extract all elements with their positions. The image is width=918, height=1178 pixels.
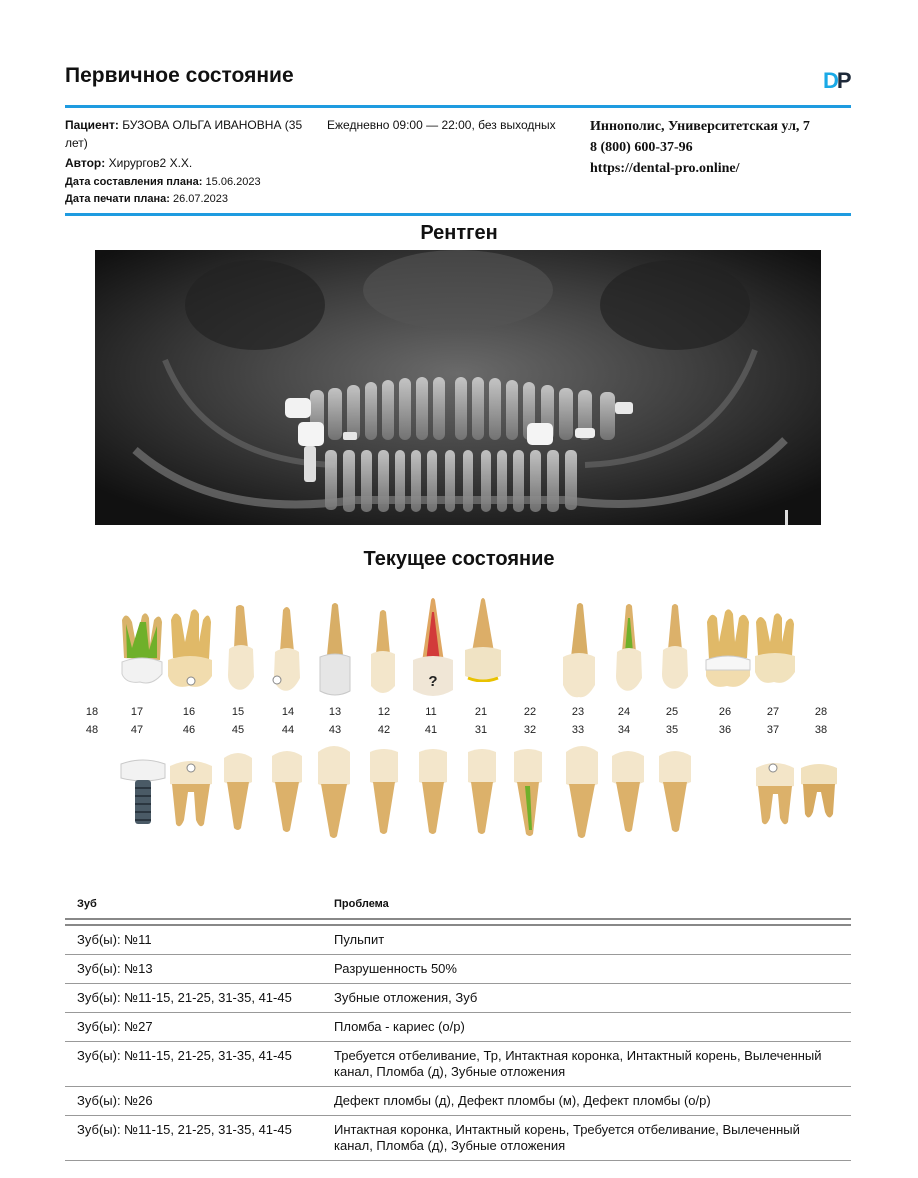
header-divider-top xyxy=(65,105,851,108)
tooth-number-33: 33 xyxy=(571,724,585,736)
problem-cell: Пульпит xyxy=(322,925,851,955)
table-row xyxy=(65,1013,851,1042)
table-row xyxy=(65,1042,851,1087)
tooth-number-36: 36 xyxy=(718,724,732,736)
tooth-number-46: 46 xyxy=(182,724,196,736)
tooth-cell: Зуб(ы): №11 xyxy=(65,925,322,955)
tooth-21-icon[interactable] xyxy=(460,596,506,682)
tooth-46-icon[interactable] xyxy=(166,758,216,830)
tooth-47-icon[interactable] xyxy=(118,758,168,834)
tooth-number-28: 28 xyxy=(814,706,828,718)
tooth-cell: Зуб(ы): №11-15, 21-25, 31-35, 41-45 xyxy=(65,1042,322,1087)
panoramic-xray-image xyxy=(95,250,821,525)
tooth-44-icon[interactable] xyxy=(268,748,306,834)
clinic-address: Иннополис, Университетская ул, 7 xyxy=(590,119,810,134)
tooth-42-icon[interactable] xyxy=(366,746,402,836)
tooth-45-icon[interactable] xyxy=(220,750,256,832)
table-header-row xyxy=(65,890,851,919)
tooth-23-icon[interactable] xyxy=(559,601,599,699)
tooth-number-47: 47 xyxy=(130,724,144,736)
tooth-33-icon[interactable] xyxy=(562,742,602,840)
current-state-title: Текущее состояние xyxy=(363,548,555,570)
tooth-43-icon[interactable] xyxy=(314,742,354,840)
tooth-25-icon[interactable] xyxy=(658,602,692,690)
tooth-cell: Зуб(ы): №11-15, 21-25, 31-35, 41-45 xyxy=(65,1116,322,1161)
tooth-number-13: 13 xyxy=(328,706,342,718)
tooth-13-icon[interactable] xyxy=(316,601,354,697)
tooth-cell: Зуб(ы): №13 xyxy=(65,955,322,984)
tooth-35-icon[interactable] xyxy=(655,748,695,834)
table-row xyxy=(65,1116,851,1161)
tooth-cell: Зуб(ы): №27 xyxy=(65,1013,322,1042)
working-hours: Ежедневно 09:00 — 22:00, без выходных xyxy=(327,118,556,132)
tooth-number-12: 12 xyxy=(377,706,391,718)
tooth-number-35: 35 xyxy=(665,724,679,736)
clinic-phone: 8 (800) 600-37-96 xyxy=(590,140,693,155)
problem-cell: Требуется отбеливание, Тр, Интактная коронка, Интактный корень, Вылеченный канал, Пломба (д), Зубные отложения xyxy=(322,1042,851,1087)
tooth-number-48: 48 xyxy=(85,724,99,736)
tooth-number-26: 26 xyxy=(718,706,732,718)
tooth-number-44: 44 xyxy=(281,724,295,736)
print-date-row: Дата печати плана: 26.07.2023 xyxy=(65,193,229,205)
tooth-number-11: 11 xyxy=(425,706,437,718)
tooth-number-34: 34 xyxy=(617,724,631,736)
tooth-number-15: 15 xyxy=(231,706,245,718)
tooth-number-45: 45 xyxy=(231,724,245,736)
problem-cell: Зубные отложения, Зуб xyxy=(322,984,851,1013)
tooth-number-21: 21 xyxy=(474,706,488,718)
tooth-number-27: 27 xyxy=(766,706,780,718)
author-name: Хирургов2 Х.Х. xyxy=(108,156,193,170)
tooth-32-icon[interactable] xyxy=(510,746,546,838)
tooth-27-icon[interactable] xyxy=(752,610,798,686)
tooth-16-icon[interactable] xyxy=(165,606,215,690)
tooth-number-17: 17 xyxy=(130,706,144,718)
patient-info xyxy=(65,116,320,208)
tooth-number-31: 31 xyxy=(474,724,488,736)
tooth-26-icon[interactable] xyxy=(703,606,753,690)
problems-table xyxy=(65,890,851,1161)
col-tooth-header: Зуб xyxy=(65,890,322,919)
tooth-11-icon[interactable] xyxy=(410,596,456,700)
problem-cell: Интактная коронка, Интактный корень, Требуется отбеливание, Вылеченный канал, Пломба (д), Зубные отложения xyxy=(322,1116,851,1161)
tooth-34-icon[interactable] xyxy=(608,748,648,834)
tooth-cell: Зуб(ы): №26 xyxy=(65,1087,322,1116)
table-row xyxy=(65,1087,851,1116)
tooth-number-25: 25 xyxy=(665,706,679,718)
tooth-17-icon[interactable] xyxy=(118,608,166,684)
tooth-number-37: 37 xyxy=(766,724,780,736)
tooth-number-22: 22 xyxy=(523,706,537,718)
problem-cell: Пломба - кариес (о/р) xyxy=(322,1013,851,1042)
tooth-number-41: 41 xyxy=(424,724,438,736)
table-row xyxy=(65,955,851,984)
tooth-24-icon[interactable] xyxy=(612,602,646,692)
author-row: Автор: Хирургов2 Х.Х. xyxy=(65,156,193,170)
table-row xyxy=(65,925,851,955)
tooth-number-43: 43 xyxy=(328,724,342,736)
tooth-number-14: 14 xyxy=(281,706,295,718)
page-title: Первичное состояние xyxy=(65,64,294,87)
tooth-41-icon[interactable] xyxy=(415,746,451,836)
tooth-number-18: 18 xyxy=(85,706,99,718)
tooth-number-16: 16 xyxy=(182,706,196,718)
problem-cell: Дефект пломбы (д), Дефект пломбы (м), Дефект пломбы (о/р) xyxy=(322,1087,851,1116)
tooth-12-icon[interactable] xyxy=(366,608,400,696)
dental-pro-logo: DP xyxy=(823,68,850,93)
clinic-website: https://dental-pro.online/ xyxy=(590,161,740,176)
tooth-cell: Зуб(ы): №11-15, 21-25, 31-35, 41-45 xyxy=(65,984,322,1013)
patient-name: БУЗОВА ОЛЬГА ИВАНОВНА (35 лет) xyxy=(65,118,303,150)
header-divider-bottom xyxy=(65,213,851,216)
tooth-31-icon[interactable] xyxy=(464,746,500,836)
problem-cell: Разрушенность 50% xyxy=(322,955,851,984)
tooth-15-icon[interactable] xyxy=(224,603,258,691)
col-problem-header: Проблема xyxy=(322,890,851,919)
tooth-number-24: 24 xyxy=(617,706,631,718)
tooth-number-23: 23 xyxy=(571,706,585,718)
clinic-contacts xyxy=(590,116,810,179)
tooth-number-42: 42 xyxy=(377,724,391,736)
patient-row: Пациент: БУЗОВА ОЛЬГА ИВАНОВНА (35 лет) xyxy=(65,118,303,150)
plan-date-row: Дата составления плана: 15.06.2023 xyxy=(65,176,261,188)
xray-title: Рентген xyxy=(420,222,498,244)
unknown-mark: ? xyxy=(428,673,438,690)
tooth-number-38: 38 xyxy=(814,724,828,736)
tooth-14-icon[interactable] xyxy=(270,604,304,692)
tooth-37-icon[interactable] xyxy=(752,760,798,830)
table-row xyxy=(65,984,851,1013)
tooth-38-icon[interactable] xyxy=(797,762,841,824)
tooth-number-32: 32 xyxy=(523,724,537,736)
